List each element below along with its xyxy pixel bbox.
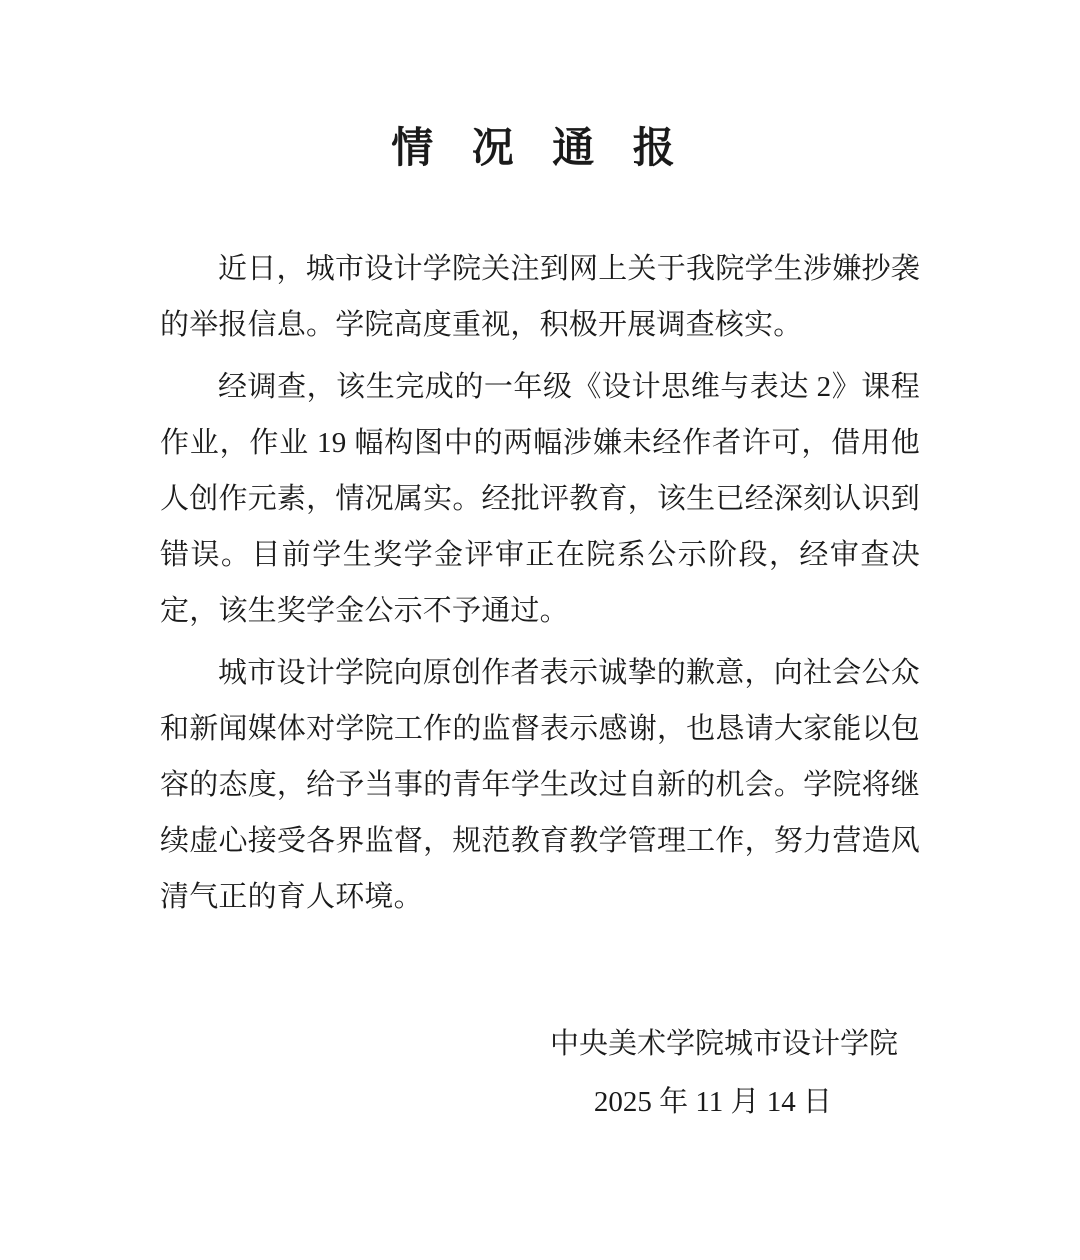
paragraph: 经调查，该生完成的一年级《设计思维与表达 2》课程作业，作业 19 幅构图中的两幅涉嫌未经作者许可，借用他人创作元素，情况属实。经批评教育，该生已经深刻认识到错误。目前学生奖学金评审正在院系公示阶段，经审查决定，该生奖学金公示不予通过。 bbox=[160, 370, 920, 627]
document-body bbox=[160, 241, 920, 925]
paragraph: 近日，城市设计学院关注到网上关于我院学生涉嫌抄袭的举报信息。学院高度重视，积极开展调查核实。 bbox=[160, 252, 920, 341]
signature-date: 2025 年 11 月 14 日 bbox=[593, 1085, 832, 1118]
page-title: 情 况 通 报 bbox=[391, 126, 689, 172]
paragraph: 城市设计学院向原创作者表示诚挚的歉意，向社会公众和新闻媒体对学院工作的监督表示感谢，也恳请大家能以包容的态度，给予当事的青年学生改过自新的机会。学院将继续虚心接受各界监督，规范教育教学管理工作，努力营造风清气正的育人环境。 bbox=[160, 656, 920, 913]
signature-block bbox=[160, 1015, 920, 1131]
signature-organization: 中央美术学院城市设计学院 bbox=[549, 1027, 898, 1060]
